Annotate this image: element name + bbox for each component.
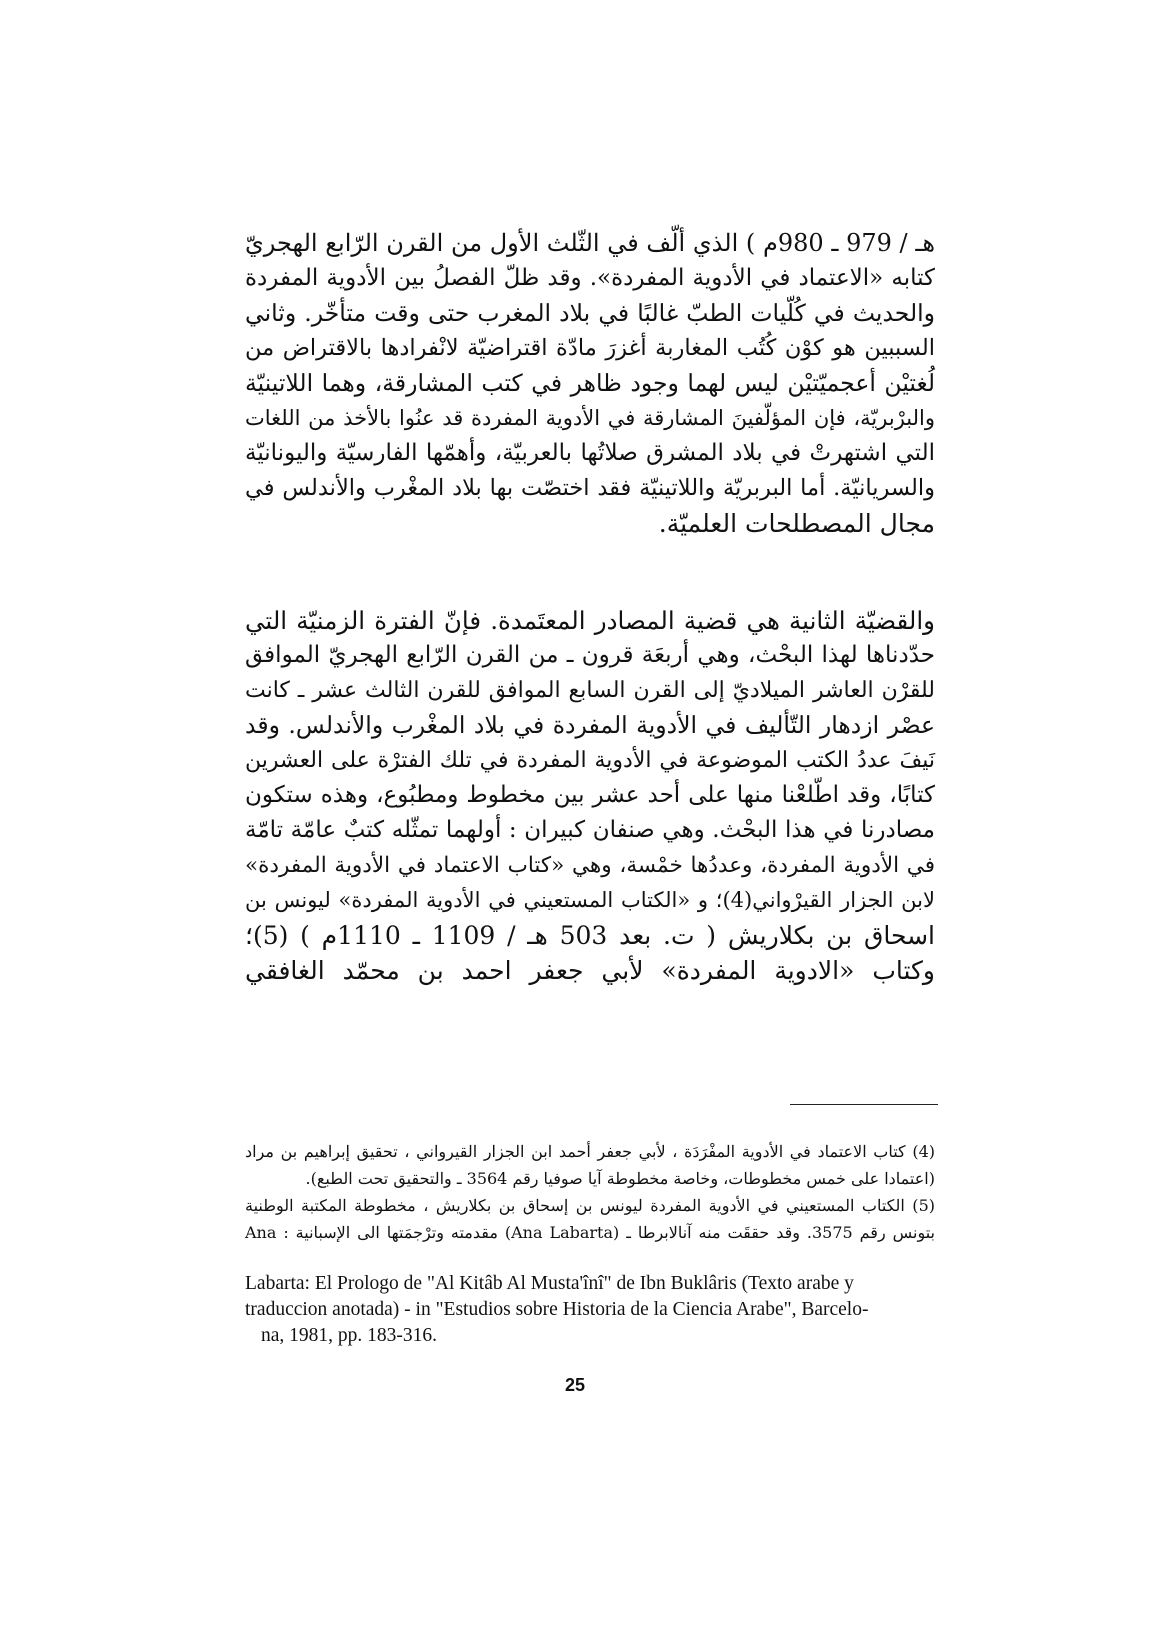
text-line: عصْر ازدهار التّأليف في الأدوية المفردة في بلاد المغْرب والأندلس. وقد [245,711,935,739]
text-line: والبرْبريّة، فإن المؤلّفينَ المشارقة في الأدوية المفردة قد عنُوا بالأخذ من اللغات [245,406,935,430]
text-line: مجال المصطلحات العلميّة. [658,509,935,538]
footnote-4-line: (اعتمادا على خمس مخطوطات، وخاصة مخطوطة آيا صوفيا رقم 3564 ـ والتحقيق تحت الطبع). [305,1169,935,1188]
footnote-5-latin-citation [245,1271,935,1349]
text-line: السببين هو كوْن كُتُب المغاربة أغزرَ مادّة اقتراضيّة لانْفرادها بالاقتراض من [245,335,935,361]
text-line: وكتاب «الادوية المفردة» لأبي جعفر احمد بن محمّد الغافقي [245,956,935,985]
footnote-5-line: (5) الكتاب المستعيني في الأدوية المفردة ليونس بن إسحاق بن بكلاريش ، مخطوطة المكتبة الوطنية [245,1196,935,1215]
citation-line: traduccion anotada) - in "Estudios sobre Historia de la Ciencia Arabe", Barcelo- [245,1299,869,1320]
text-line: لابن الجزار القيرْواني(4)؛ و «الكتاب المستعيني في الأدوية المفردة» ليونس بن [245,888,935,912]
footnote-4-line: (4) كتاب الاعتماد في الأدوية المفْرَدَة ، لأبي جعفر أحمد ابن الجزار القيرواني ، تحقيق إبراهيم بن مراد [245,1142,935,1161]
text-line: للقرْن العاشر الميلاديّ إلى القرن السابع الموافق للقرن الثالث عشر ـ كانت [245,678,935,703]
text-line: نَيفَ عددُ الكتب الموضوعة في الأدوية المفردة في تلك الفترْة على العشرين [245,748,935,773]
citation-line: Labarta: El Prologo de "Al Kitâb Al Musta'înî" de Ibn Buklâris (Texto arabe y [245,1273,854,1294]
text-line: والحديث في كُلّيات الطبّ غالبًا في بلاد المغرب حتى وقت متأخّر. وثاني [245,299,935,327]
body-paragraph-1 [245,226,935,541]
text-line: مصادرنا في هذا البحْث. وهي صنفان كبيران : أولهما تمثّله كتبٌ عامّة تامّة [245,817,935,843]
text-line: كتابًا، وقد اطّلعْنا منها على أحد عشر بين مخطوط ومطبُوع، وهذه ستكون [245,782,935,808]
body-paragraph-2 [245,603,935,988]
text-line: في الأدوية المفردة، وعددُها خمْسة، وهي «كتاب الاعتماد في الأدوية المفردة» [245,853,935,878]
text-line: حدّدناها لهذا البحْث، وهي أربعَة قرون ـ من القرن الرّابع الهجريّ الموافق [245,642,935,668]
footnotes [245,1138,935,1246]
footnote-5-line: بتونس رقم 3575. وقد حققَت منه آنالابرطا ـ (Ana Labarta) مقدمته وترْجمَتها الى الإسبانية : Ana [245,1223,936,1242]
text-line: التي اشتهرتْ في بلاد المشرق صلاتُها بالعربيّة، وأهمّها الفارسيّة واليونانيّة [245,440,935,466]
text-line: هـ / 979 ـ 980م ) الذي ألّف في الثّلث الأول من القرن الرّابع الهجريّ [245,229,936,257]
text-line: والسريانيّة. أما البربريّة واللاتينيّة فقد اختصّت بها بلاد المغْرب والأندلس في [245,475,935,501]
text-line: والقضيّة الثانية هي قضية المصادر المعتَمدة. فإنّ الفترة الزمنيّة التي [245,606,935,635]
text-line: لُغتيْن أعجميّتيْن ليس لهما وجود ظاهر في كتب المشارقة، وهما اللاتينيّة [245,369,935,397]
page-number: 25 [564,1375,586,1395]
text-line: اسحاق بن بكلاريش ( ت. بعد 503 هـ / 1109 ـ 1110م ) (5)؛ [245,921,935,950]
footnote-divider [790,1104,938,1105]
citation-line: na, 1981, pp. 183-316. [261,1325,438,1346]
text-line: كتابه «الاعتماد في الأدوية المفردة». وقد ظلّ الفصلُ بين الأدوية المفردة [245,265,935,291]
